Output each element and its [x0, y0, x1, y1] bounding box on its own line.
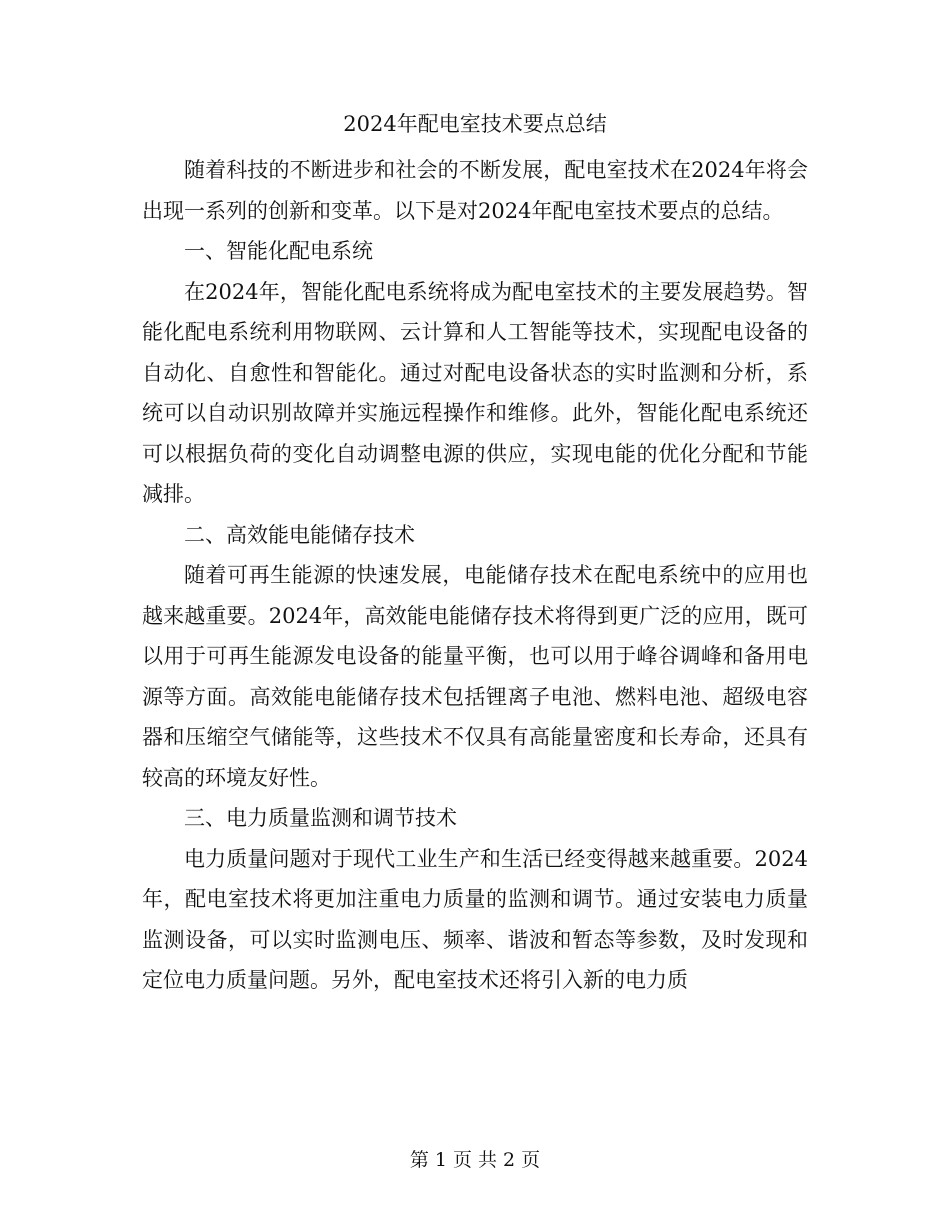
section-paragraph-1: 在2024年，智能化配电系统将成为配电室技术的主要发展趋势。智能化配电系统利用物联网、云计算和人工智能等技术，实现配电设备的自动化、自愈性和智能化。通过对配电设备状态的实时监测和分析，系统可以自动识别故障并实施远程操作和维修。此外，智能化配电系统还可以根据负荷的变化自动调整电源的供应，实现电能的优化分配和节能减排。	[142, 279, 808, 506]
section-heading-3: 三、电力质量监测和调节技术	[184, 806, 457, 830]
section-heading-2: 二、高效能电能储存技术	[184, 522, 415, 547]
intro-paragraph: 随着科技的不断进步和社会的不断发展，配电室技术在2024年将会出现一系列的创新和变革。以下是对2024年配电室技术要点的总结。	[142, 158, 808, 223]
document-body	[142, 150, 808, 1001]
page-number-footer: 第 1 页 共 2 页	[409, 1149, 541, 1171]
section-paragraph-2: 随着可再生能源的快速发展，电能储存技术在配电系统中的应用也越来越重要。2024年，高效能电能储存技术将得到更广泛的应用，既可以用于可再生能源发电设备的能量平衡，也可以用于峰谷调峰和备用电源等方面。高效能电能储存技术包括锂离子电池、燃料电池、超级电容器和压缩空气储能等，这些技术不仅具有高能量密度和长寿命，还具有较高的环境友好性。	[142, 563, 808, 790]
section-heading-1: 一、智能化配电系统	[184, 239, 373, 263]
document-title: 2024年配电室技术要点总结	[343, 112, 607, 136]
section-paragraph-3: 电力质量问题对于现代工业生产和生活已经变得越来越重要。2024年，配电室技术将更加注重电力质量的监测和调节。通过安装电力质量监测设备，可以实时监测电压、频率、谐波和暂态等参数，及时发现和定位电力质量问题。另外，配电室技术还将引入新的电力质	[142, 846, 808, 992]
